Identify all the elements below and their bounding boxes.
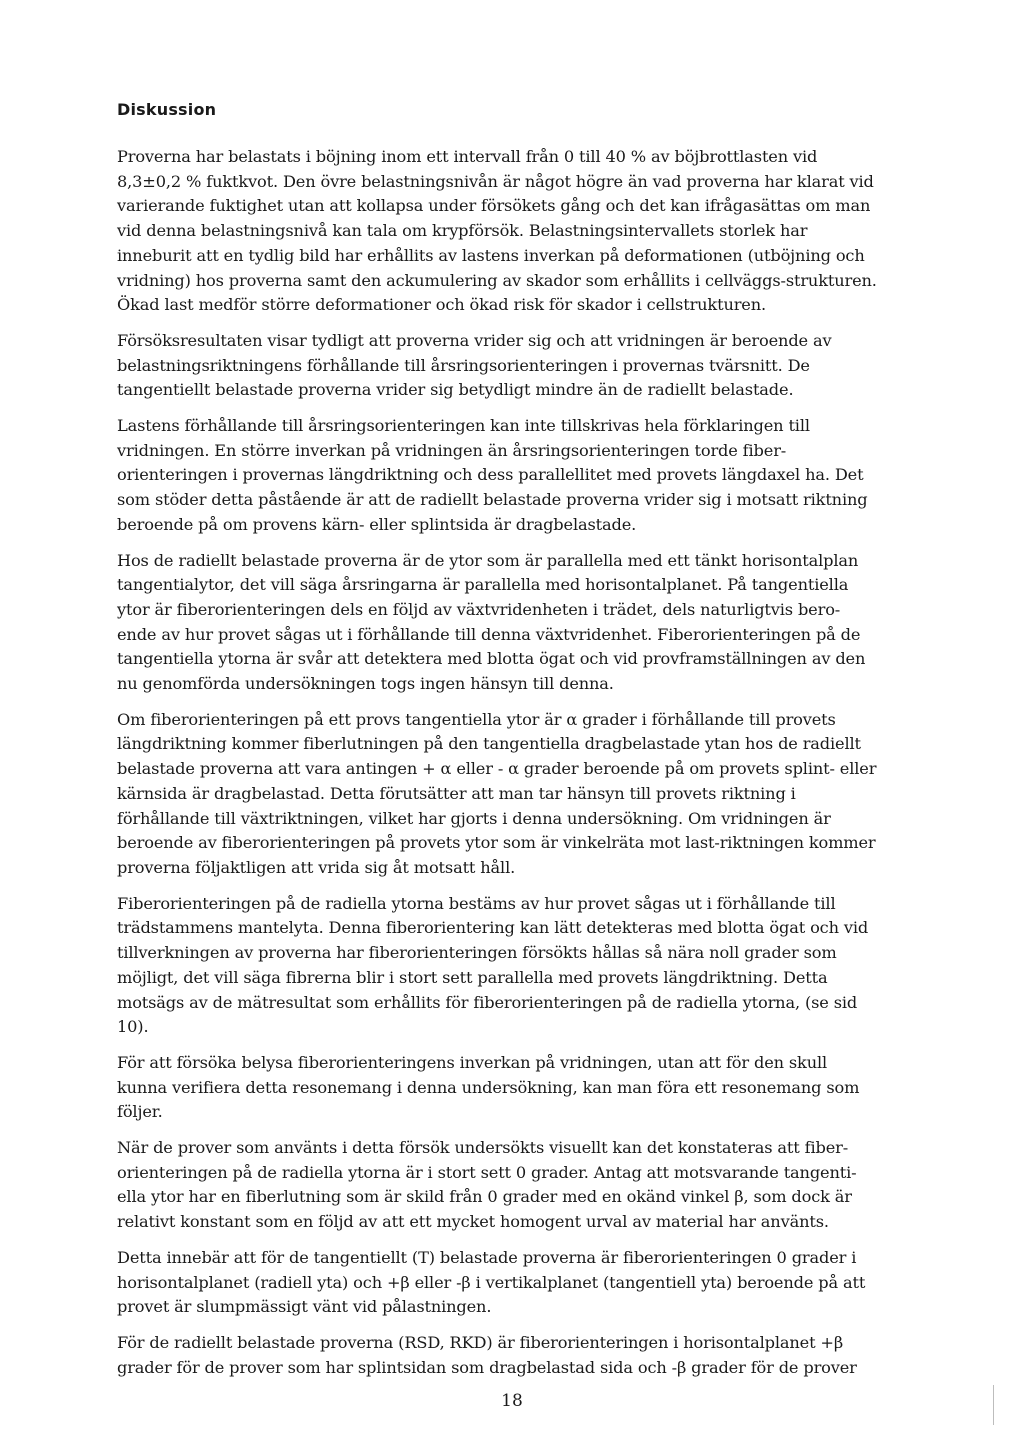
paragraph-9: Detta innebär att för de tangentiellt (T) belastade proverna är fiberorienteringen 0 grader i horisontalplanet (radiell yta) och +β eller -β i vertikalplanet (tangentiell yta) beroende på att provet är slumpmässigt vänt vid pålastningen.	[117, 1247, 866, 1317]
section-heading: Diskussion	[117, 100, 217, 119]
paragraph-2: Försöksresultaten visar tydligt att proverna vrider sig och att vridningen är beroende av belastningsriktningens förhållande till årsringsorienteringen i provernas tvärsnitt. De tangentiellt belastade proverna vrider sig betydligt mindre än de radiellt belastade.	[117, 330, 832, 400]
paragraph-5: Om fiberorienteringen på ett provs tangentiella ytor är α grader i förhållande till provets längdriktning kommer fiberlutningen på den tangentiella dragbelastade ytan hos de radiellt belastade proverna att vara antingen + α eller - α grader beroende på om provets splint- eller kärnsida är dragbelastad. Detta förutsätter att man tar hänsyn till provets riktning i förhållande till växtriktningen, vilket har gjorts i denna undersökning. Om vridningen är beroende av fiberorienteringen på provets ytor som är vinkelräta mot last-riktningen kommer proverna följaktligen att vrida sig åt motsatt håll.	[117, 709, 877, 877]
paragraph-8: När de prover som använts i detta försök undersökts visuellt kan det konstateras att fiber-orienteringen på de radiella ytorna är i stort sett 0 grader. Antag att motsvarande tangenti-ella ytor har en fiberlutning som är skild från 0 grader med en okänd vinkel β, som dock är relativt konstant som en följd av att ett mycket homogent urval av material har använts.	[117, 1138, 857, 1232]
page-number: 18	[501, 1391, 523, 1411]
paragraph-10: För de radiellt belastade proverna (RSD, RKD) är fiberorienteringen i horisontalplanet +β grader för de prover som har splintsidan som dragbelastad sida och -β grader för de prover	[117, 1332, 857, 1377]
paragraph-6: Fiberorienteringen på de radiella ytorna bestäms av hur provet sågas ut i förhållande till trädstammens mantelyta. Denna fiberorientering kan lätt detekteras med blotta ögat och vid tillverkningen av proverna har fiberorienteringen försökts hållas så nära noll grader som möjligt, det vill säga fibrerna blir i stort sett parallella med provets längdriktning. Detta motsägs av de mätresultat som erhållits för fiberorienteringen på de radiella ytorna, (se sid 10).	[117, 893, 869, 1037]
paragraph-4: Hos de radiellt belastade proverna är de ytor som är parallella med ett tänkt horisontalplan tangentialytor, det vill säga årsringarna är parallella med horisontalplanet. På tangentiella ytor är fiberorienteringen dels en följd av växtvridenheten i trädet, dels naturligtvis bero-ende av hur provet sågas ut i förhållande till denna växtvridenhet. Fiberorienteringen på de tangentiella ytorna är svår att detektera med blotta ögat och vid provframställningen av den nu genomförda undersökningen togs ingen hänsyn till denna.	[117, 550, 866, 694]
scan-speck	[993, 1385, 994, 1425]
paragraph-3: Lastens förhållande till årsringsorienteringen kan inte tillskrivas hela förklaringen till vridningen. En större inverkan på vridningen än årsringsorienteringen torde fiber-orienteringen i provernas längdriktning och dess parallellitet med provets längdaxel ha. Det som stöder detta påstående är att de radiellt belastade proverna vrider sig i motsatt riktning beroende på om provens kärn- eller splintsida är dragbelastade.	[117, 416, 868, 534]
page-content	[117, 100, 877, 1391]
paragraph-1: Proverna har belastats i böjning inom ett intervall från 0 till 40 % av böjbrottlasten vid 8,3±0,2 % fuktkvot. Den övre belastningsnivån är något högre än vad proverna har klarat vid varierande fuktighet utan att kollapsa under försökets gång och det kan ifrågasättas om man vid denna belastningsnivå kan tala om krypförsök. Belastningsintervallets storlek har inneburit att en tydlig bild har erhållits av lastens inverkan på deformationen (utböjning och vridning) hos proverna samt den ackumulering av skador som erhållits i cellväggs-strukturen. Ökad last medför större deformationer och ökad risk för skador i cellstrukturen.	[117, 147, 877, 315]
paragraph-7: För att försöka belysa fiberorienteringens inverkan på vridningen, utan att för den skull kunna verifiera detta resonemang i denna undersökning, kan man föra ett resonemang som följer.	[117, 1052, 860, 1122]
